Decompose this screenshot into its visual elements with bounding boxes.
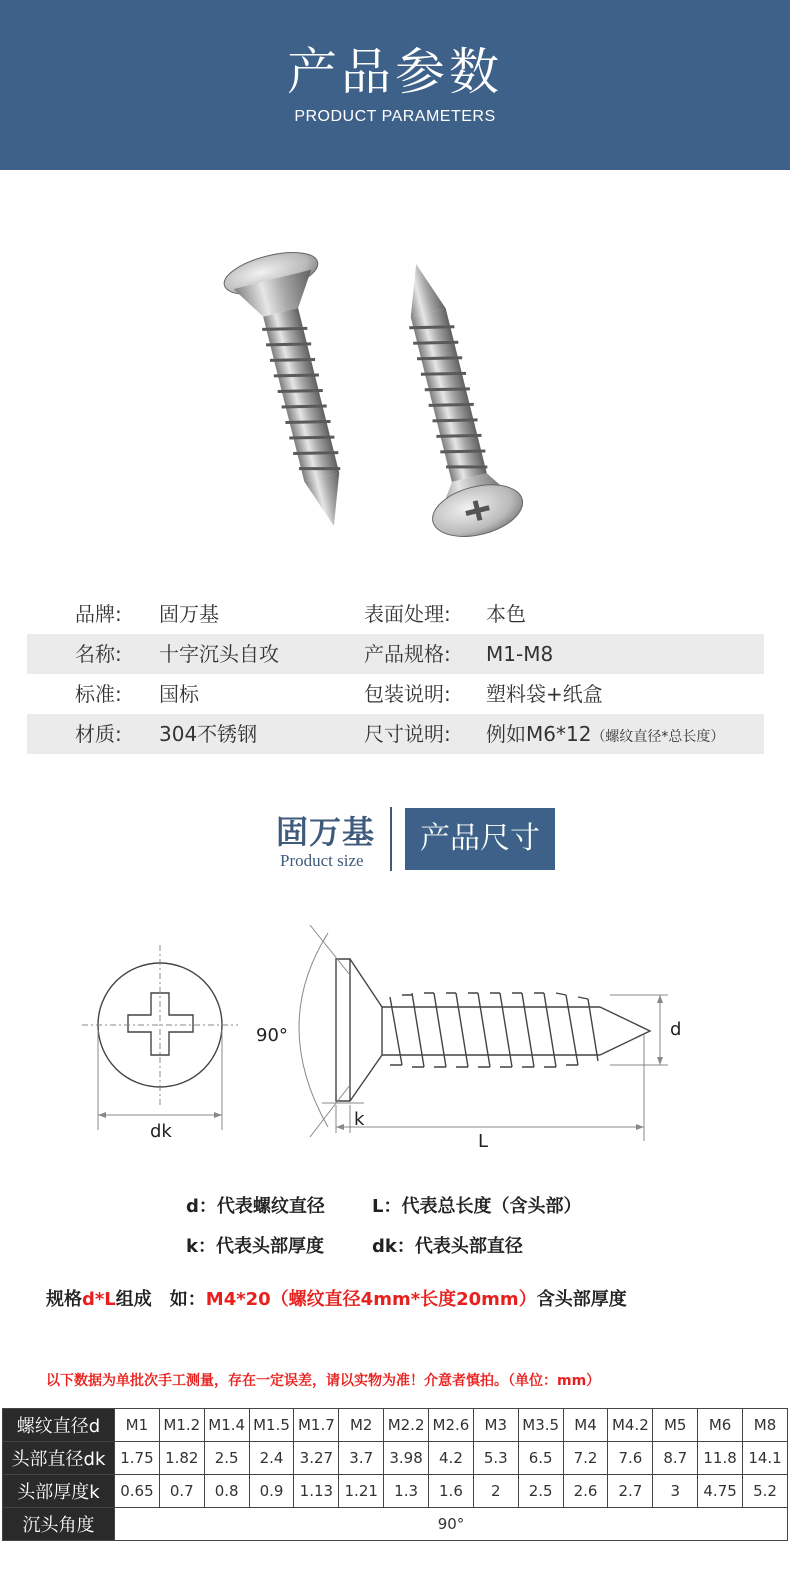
page-subtitle: PRODUCT PARAMETERS — [294, 108, 496, 125]
table-cell: M2.6 — [429, 1409, 474, 1442]
screw-threads — [390, 993, 598, 1067]
spec-text: 含头部厚度 — [536, 1289, 627, 1310]
param-value: M1-M8 — [486, 642, 554, 666]
table-cell: 4.75 — [698, 1475, 743, 1508]
screw-tip — [600, 1007, 650, 1055]
table-cell: 5.3 — [473, 1442, 518, 1475]
param-row — [27, 674, 764, 714]
table-cell: 2.7 — [608, 1475, 653, 1508]
L-label: L — [478, 1131, 489, 1152]
table-cell: 7.2 — [563, 1442, 608, 1475]
row-header: 头部直径dk — [3, 1442, 115, 1475]
param-value: 固万基 — [159, 602, 219, 626]
table-cell: M4.2 — [608, 1409, 653, 1442]
table-cell: 0.9 — [249, 1475, 294, 1508]
table-cell: M6 — [698, 1409, 743, 1442]
dk-label: dk — [150, 1121, 172, 1142]
table-cell: M3 — [473, 1409, 518, 1442]
table-cell: 1.13 — [294, 1475, 339, 1508]
divider — [390, 807, 392, 871]
spec-example — [46, 1285, 627, 1311]
param-key: 包装说明: — [364, 682, 451, 706]
param-value: 本色 — [486, 602, 526, 626]
param-key: 表面处理: — [364, 602, 451, 626]
page-title: 产品参数 — [287, 43, 503, 101]
table-cell: M2 — [339, 1409, 384, 1442]
table-cell: M5 — [653, 1409, 698, 1442]
spec-text: 规格 — [46, 1289, 82, 1310]
table-cell: 1.21 — [339, 1475, 384, 1508]
header-banner — [0, 0, 790, 170]
measurement-disclaimer: 以下数据为单批次手工测量，存在一定误差，请以实物为准！介意者慎拍。（单位：mm） — [46, 1373, 601, 1389]
table-cell: 3.7 — [339, 1442, 384, 1475]
table-cell: M1.5 — [249, 1409, 294, 1442]
spec-text: 组成 如： — [115, 1289, 206, 1310]
table-cell: 2.5 — [204, 1442, 249, 1475]
screw-shank — [382, 1007, 600, 1055]
screw-left — [220, 244, 380, 537]
table-cell: 11.8 — [698, 1442, 743, 1475]
table-cell: 8.7 — [653, 1442, 698, 1475]
spec-example-value: M4*20（螺纹直径4mm*长度20mm） — [205, 1289, 537, 1310]
table-cell: 2 — [473, 1475, 518, 1508]
table-cell: 1.75 — [115, 1442, 160, 1475]
table-cell: M1 — [115, 1409, 160, 1442]
table-row — [3, 1475, 788, 1508]
screw-head-side — [336, 959, 350, 1101]
param-value-text: 例如M6*12 — [486, 722, 592, 746]
table-row — [3, 1409, 788, 1442]
product-size-header — [270, 805, 560, 875]
k-label: k — [354, 1109, 365, 1130]
table-row — [3, 1442, 788, 1475]
angle-label: 90° — [256, 1025, 288, 1046]
brand-subtitle: Product size — [280, 851, 364, 870]
param-value: 塑料袋+纸盒 — [486, 682, 603, 706]
param-key: 尺寸说明: — [364, 722, 451, 746]
table-cell: M1.2 — [159, 1409, 204, 1442]
table-cell: M1.7 — [294, 1409, 339, 1442]
legend-k: k：代表头部厚度 — [186, 1236, 324, 1257]
table-cell: M2.2 — [384, 1409, 429, 1442]
dimension-diagram — [60, 915, 740, 1155]
param-value: 304不锈钢 — [159, 722, 258, 746]
param-key: 品牌: — [75, 602, 122, 626]
table-cell: 14.1 — [743, 1442, 788, 1475]
product-photo — [220, 240, 550, 550]
brand-logo: 固万基 — [276, 813, 376, 851]
d-label: d — [670, 1019, 682, 1040]
table-cell: 4.2 — [429, 1442, 474, 1475]
legend-d: d：代表螺纹直径 — [186, 1196, 325, 1217]
param-value: 十字沉头自攻 — [159, 642, 279, 666]
param-row — [27, 714, 764, 754]
table-cell: 5.2 — [743, 1475, 788, 1508]
table-cell: 7.6 — [608, 1442, 653, 1475]
table-cell: 3.27 — [294, 1442, 339, 1475]
param-value: 国标 — [159, 682, 199, 706]
angle-value-cell: 90° — [115, 1508, 788, 1541]
table-cell: M8 — [743, 1409, 788, 1442]
table-cell: 3 — [653, 1475, 698, 1508]
table-cell: 0.7 — [159, 1475, 204, 1508]
table-row — [3, 1508, 788, 1541]
legend-dk: dk：代表头部直径 — [372, 1236, 523, 1257]
table-cell: M3.5 — [518, 1409, 563, 1442]
table-cell: M4 — [563, 1409, 608, 1442]
table-cell: 2.4 — [249, 1442, 294, 1475]
row-header: 沉头角度 — [3, 1508, 115, 1541]
table-cell: 1.82 — [159, 1442, 204, 1475]
section-title: 产品尺寸 — [405, 808, 555, 870]
table-cell: 6.5 — [518, 1442, 563, 1475]
param-note: （螺纹直径*总长度） — [591, 729, 725, 745]
row-header: 头部厚度k — [3, 1475, 115, 1508]
param-key: 产品规格: — [364, 642, 451, 666]
dimension-table — [2, 1408, 788, 1541]
table-cell: 2.5 — [518, 1475, 563, 1508]
row-header: 螺纹直径d — [3, 1409, 115, 1442]
param-value — [486, 714, 724, 757]
spec-formula: d*L — [82, 1289, 116, 1310]
table-cell: 1.6 — [429, 1475, 474, 1508]
parameter-list — [27, 594, 764, 754]
param-key: 标准: — [75, 682, 122, 706]
param-row — [27, 634, 764, 674]
table-cell: 0.65 — [115, 1475, 160, 1508]
param-key: 名称: — [75, 642, 122, 666]
param-key: 材质: — [75, 722, 122, 746]
legend-L: L：代表总长度（含头部） — [372, 1196, 582, 1217]
table-cell: M1.4 — [204, 1409, 249, 1442]
param-row — [27, 594, 764, 634]
table-cell: 3.98 — [384, 1442, 429, 1475]
table-cell: 1.3 — [384, 1475, 429, 1508]
screw-right — [371, 253, 528, 545]
table-cell: 2.6 — [563, 1475, 608, 1508]
table-cell: 0.8 — [204, 1475, 249, 1508]
